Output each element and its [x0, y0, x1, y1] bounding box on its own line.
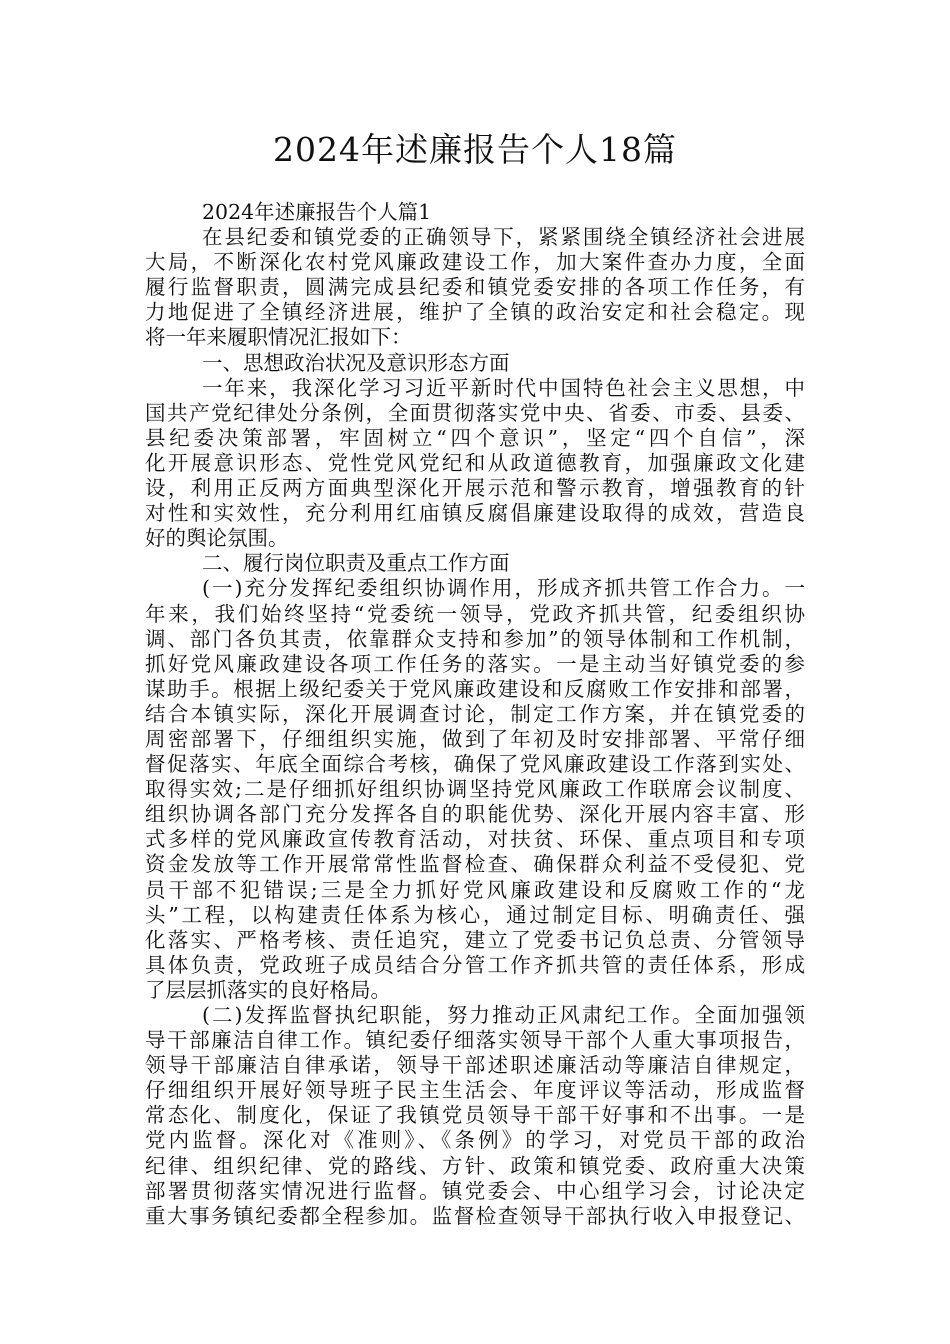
text-line: (一)充分发挥纪委组织协调作用，形成齐抓共管工作合力。一: [202, 576, 805, 601]
text-line: 力地促进了全镇经济进展，维护了全镇的政治安定和社会稳定。现: [145, 300, 805, 325]
text-line: 领导干部廉洁自律承诺，领导干部述职述廉活动等廉洁自律规定，: [145, 1053, 805, 1078]
text-line: 了层层抓落实的良好格局。: [145, 977, 391, 1002]
text-line: 好的舆论氛围。: [145, 526, 289, 551]
text-line: 履行监督职责，圆满完成县纪委和镇党委安排的各项工作任务，有: [145, 275, 805, 300]
text-line: 对性和实效性，充分利用红庙镇反腐倡廉建设取得的成效，营造良: [145, 501, 805, 526]
text-line: 党内监督。深化对《准则》、《条例》的学习，对党员干部的政治: [145, 1128, 805, 1153]
text-line: 调、部门各负其责，依靠群众支持和参加”的领导体制和工作机制，: [145, 626, 805, 651]
text-line: 在县纪委和镇党委的正确领导下，紧紧围绕全镇经济社会进展: [202, 225, 805, 250]
text-line: 部署贯彻落实情况进行监督。镇党委会、中心组学习会，讨论决定: [145, 1178, 805, 1203]
text-line: 仔细组织开展好领导班子民主生活会、年度评议等活动，形成监督: [145, 1078, 805, 1103]
text-line: 年来，我们始终坚持“党委统一领导，党政齐抓共管，纪委组织协: [145, 601, 805, 626]
text-line: 组织协调各部门充分发挥各自的职能优势、深化开展内容丰富、形: [145, 802, 805, 827]
text-line: 具体负责，党政班子成员结合分管工作齐抓共管的责任体系，形成: [145, 952, 805, 977]
text-line: 抓好党风廉政建设各项工作任务的落实。一是主动当好镇党委的参: [145, 651, 805, 676]
text-line: 常态化、制度化，保证了我镇党员领导干部干好事和不出事。一是: [145, 1103, 805, 1128]
document-body: [145, 200, 805, 1229]
text-line: 县纪委决策部署，牢固树立“四个意识”，坚定“四个自信”，深: [145, 425, 805, 450]
text-line: 将一年来履职情况汇报如下：: [145, 325, 412, 350]
text-line: 导干部廉洁自律工作。镇纪委仔细落实领导干部个人重大事项报告，: [145, 1028, 805, 1053]
text-line: 谋助手。根据上级纪委关于党风廉政建设和反腐败工作安排和部署，: [145, 676, 805, 701]
text-line: 式多样的党风廉政宣传教育活动，对扶贫、环保、重点项目和专项: [145, 827, 805, 852]
text-line: 取得实效;二是仔细抓好组织协调坚持党风廉政工作联席会议制度、: [145, 777, 805, 802]
text-line: 结合本镇实际，深化开展调查讨论，制定工作方案，并在镇党委的: [145, 701, 805, 726]
text-line: 头”工程，以构建责任体系为核心，通过制定目标、明确责任、强: [145, 902, 805, 927]
text-line: 周密部署下，仔细组织实施，做到了年初及时安排部署、平常仔细: [145, 726, 805, 751]
text-line: 督促落实、年底全面综合考核，确保了党风廉政建设工作落到实处、: [145, 752, 805, 777]
text-line: 国共产党纪律处分条例，全面贯彻落实党中央、省委、市委、县委、: [145, 400, 805, 425]
text-line: 资金发放等工作开展常常性监督检查、确保群众利益不受侵犯、党: [145, 852, 805, 877]
text-line: 重大事务镇纪委都全程参加。监督检查领导干部执行收入申报登记、: [145, 1203, 805, 1228]
text-line: 二、履行岗位职责及重点工作方面: [202, 551, 510, 576]
text-line: 化落实、严格考核、责任追究，建立了党委书记负总责、分管领导: [145, 927, 805, 952]
text-line: 一年来，我深化学习习近平新时代中国特色社会主义思想，中: [202, 375, 805, 400]
text-line: 化开展意识形态、党性党风党纪和从政道德教育，加强廉政文化建: [145, 450, 805, 475]
text-line: (二)发挥监督执纪职能，努力推动正风肃纪工作。全面加强领: [202, 1003, 805, 1027]
text-line: 纪律、组织纪律、党的路线、方针、政策和镇党委、政府重大决策: [145, 1153, 805, 1178]
text-line: 2024年述廉报告个人篇1: [202, 200, 432, 224]
text-line: 大局，不断深化农村党风廉政建设工作，加大案件查办力度，全面: [145, 250, 805, 275]
text-line: 一、思想政治状况及意识形态方面: [202, 350, 510, 375]
text-line: 设，利用正反两方面典型深化开展示范和警示教育，增强教育的针: [145, 476, 805, 501]
document-title: 2024年述廉报告个人18篇: [273, 130, 677, 169]
text-line: 员干部不犯错误;三是全力抓好党风廉政建设和反腐败工作的“龙: [145, 877, 805, 902]
